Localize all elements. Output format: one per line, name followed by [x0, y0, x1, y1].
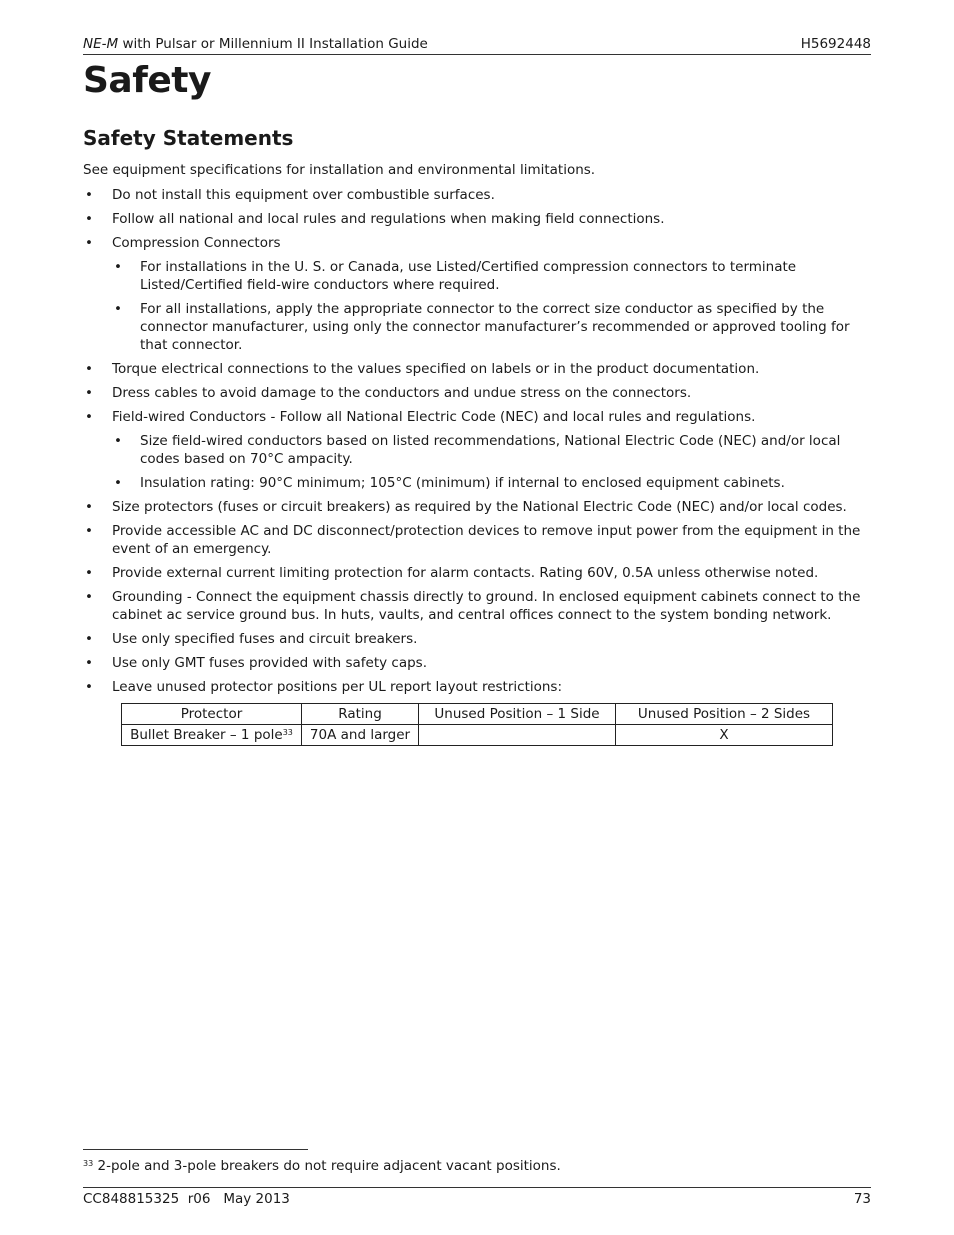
sub-list [112, 258, 873, 354]
list-item [83, 498, 873, 516]
bullet-icon: • [85, 523, 93, 539]
bullet-icon: • [85, 361, 93, 377]
bullet-icon: • [85, 385, 93, 401]
list-item [83, 522, 873, 558]
bullet-icon: • [85, 211, 93, 227]
list-item [83, 234, 873, 354]
table-cell-protector [122, 725, 302, 746]
page-title: Safety [83, 60, 211, 101]
footnote-number: 33 [83, 1159, 94, 1168]
list-item-text: For all installations, apply the appropriate connector to the correct size conductor as specified by the connector manufacturer, using only the connector manufacturer’s recommended or approved tooling for that connector. [140, 301, 850, 353]
bullet-icon: • [85, 499, 93, 515]
safety-list [83, 186, 873, 702]
list-item-text: Use only GMT fuses provided with safety caps. [112, 655, 427, 671]
list-item-text: Insulation rating: 90°C minimum; 105°C (minimum) if internal to enclosed equipment cabinets. [140, 475, 785, 491]
table-row [122, 725, 833, 746]
sub-list-item [112, 258, 873, 294]
footnote-ref-link[interactable]: 33 [282, 728, 293, 737]
bullet-icon: • [85, 679, 93, 695]
table-cell-two-sides: X [616, 725, 833, 746]
table-header-cell: Protector [122, 704, 302, 725]
list-item-text: Field-wired Conductors - Follow all National Electric Code (NEC) and local rules and regulations. [112, 409, 756, 425]
bullet-icon: • [114, 475, 122, 491]
list-item-text: Dress cables to avoid damage to the conductors and undue stress on the connectors. [112, 385, 692, 401]
footer-doc-id: CC848815325 r06 May 2013 [83, 1191, 290, 1207]
list-item-text: Torque electrical connections to the values specified on labels or in the product documentation. [112, 361, 760, 377]
bullet-icon: • [85, 631, 93, 647]
list-item [83, 630, 873, 648]
section-title: Safety Statements [83, 126, 294, 150]
footer-page-number: 73 [853, 1191, 871, 1207]
list-item-text: Provide external current limiting protection for alarm contacts. Rating 60V, 0.5A unless otherwise noted. [112, 565, 819, 581]
table-header-cell: Rating [302, 704, 419, 725]
bullet-icon: • [85, 409, 93, 425]
header-doc-number: H5692448 [800, 36, 871, 52]
header-title-product: NE-M [83, 36, 119, 52]
header-title [83, 36, 428, 52]
bullet-icon: • [85, 565, 93, 581]
footnote [83, 1158, 561, 1174]
list-item [83, 588, 873, 624]
list-item [83, 654, 873, 672]
list-item-text: Use only specified fuses and circuit breakers. [112, 631, 418, 647]
protector-table [121, 703, 833, 746]
bullet-icon: • [85, 187, 93, 203]
sub-list-item [112, 300, 873, 354]
bullet-icon: • [85, 235, 93, 251]
page-footer [83, 1187, 871, 1210]
list-item-text: Follow all national and local rules and regulations when making field connections. [112, 211, 665, 227]
bullet-icon: • [114, 433, 122, 449]
list-item-text: Compression Connectors [112, 235, 281, 251]
list-item [83, 210, 873, 228]
footnote-text: 2-pole and 3-pole breakers do not require adjacent vacant positions. [93, 1158, 561, 1174]
list-item [83, 384, 873, 402]
list-item-text: Grounding - Connect the equipment chassis directly to ground. In enclosed equipment cabinets connect to the cabinet ac service ground bus. In huts, vaults, and central offices connect to the system bonding network. [112, 589, 861, 623]
table-header-cell: Unused Position – 2 Sides [616, 704, 833, 725]
bullet-icon: • [85, 589, 93, 605]
table-cell-one-side [419, 725, 616, 746]
header-title-rest: with Pulsar or Millennium II Installation Guide [118, 36, 428, 52]
bullet-icon: • [114, 259, 122, 275]
sub-list-item [112, 474, 873, 492]
footnote-divider [83, 1149, 308, 1150]
page-header [83, 34, 871, 55]
list-item-text: For installations in the U. S. or Canada, use Listed/Certified compression connectors to terminate Listed/Certified field-wire conductors where required. [140, 259, 797, 293]
table-header-row [122, 704, 833, 725]
list-item [83, 678, 873, 696]
list-item-text: Size field-wired conductors based on listed recommendations, National Electric Code (NEC) and/or local codes based on 70°C ampacity. [140, 433, 841, 467]
protector-name: Bullet Breaker – 1 pole [130, 727, 283, 743]
sub-list [112, 432, 873, 492]
table-cell-rating: 70A and larger [302, 725, 419, 746]
bullet-icon: • [114, 301, 122, 317]
list-item-text: Leave unused protector positions per UL report layout restrictions: [112, 679, 563, 695]
list-item-text: Do not install this equipment over combustible surfaces. [112, 187, 495, 203]
table-header-cell: Unused Position – 1 Side [419, 704, 616, 725]
sub-list-item [112, 432, 873, 468]
list-item [83, 186, 873, 204]
list-item-text: Size protectors (fuses or circuit breakers) as required by the National Electric Code (NEC) and/or local codes. [112, 499, 847, 515]
list-item [83, 564, 873, 582]
intro-text: See equipment specifications for installation and environmental limitations. [83, 162, 596, 178]
list-item [83, 408, 873, 492]
list-item [83, 360, 873, 378]
list-item-text: Provide accessible AC and DC disconnect/protection devices to remove input power from the equipment in the event of an emergency. [112, 523, 861, 557]
bullet-icon: • [85, 655, 93, 671]
